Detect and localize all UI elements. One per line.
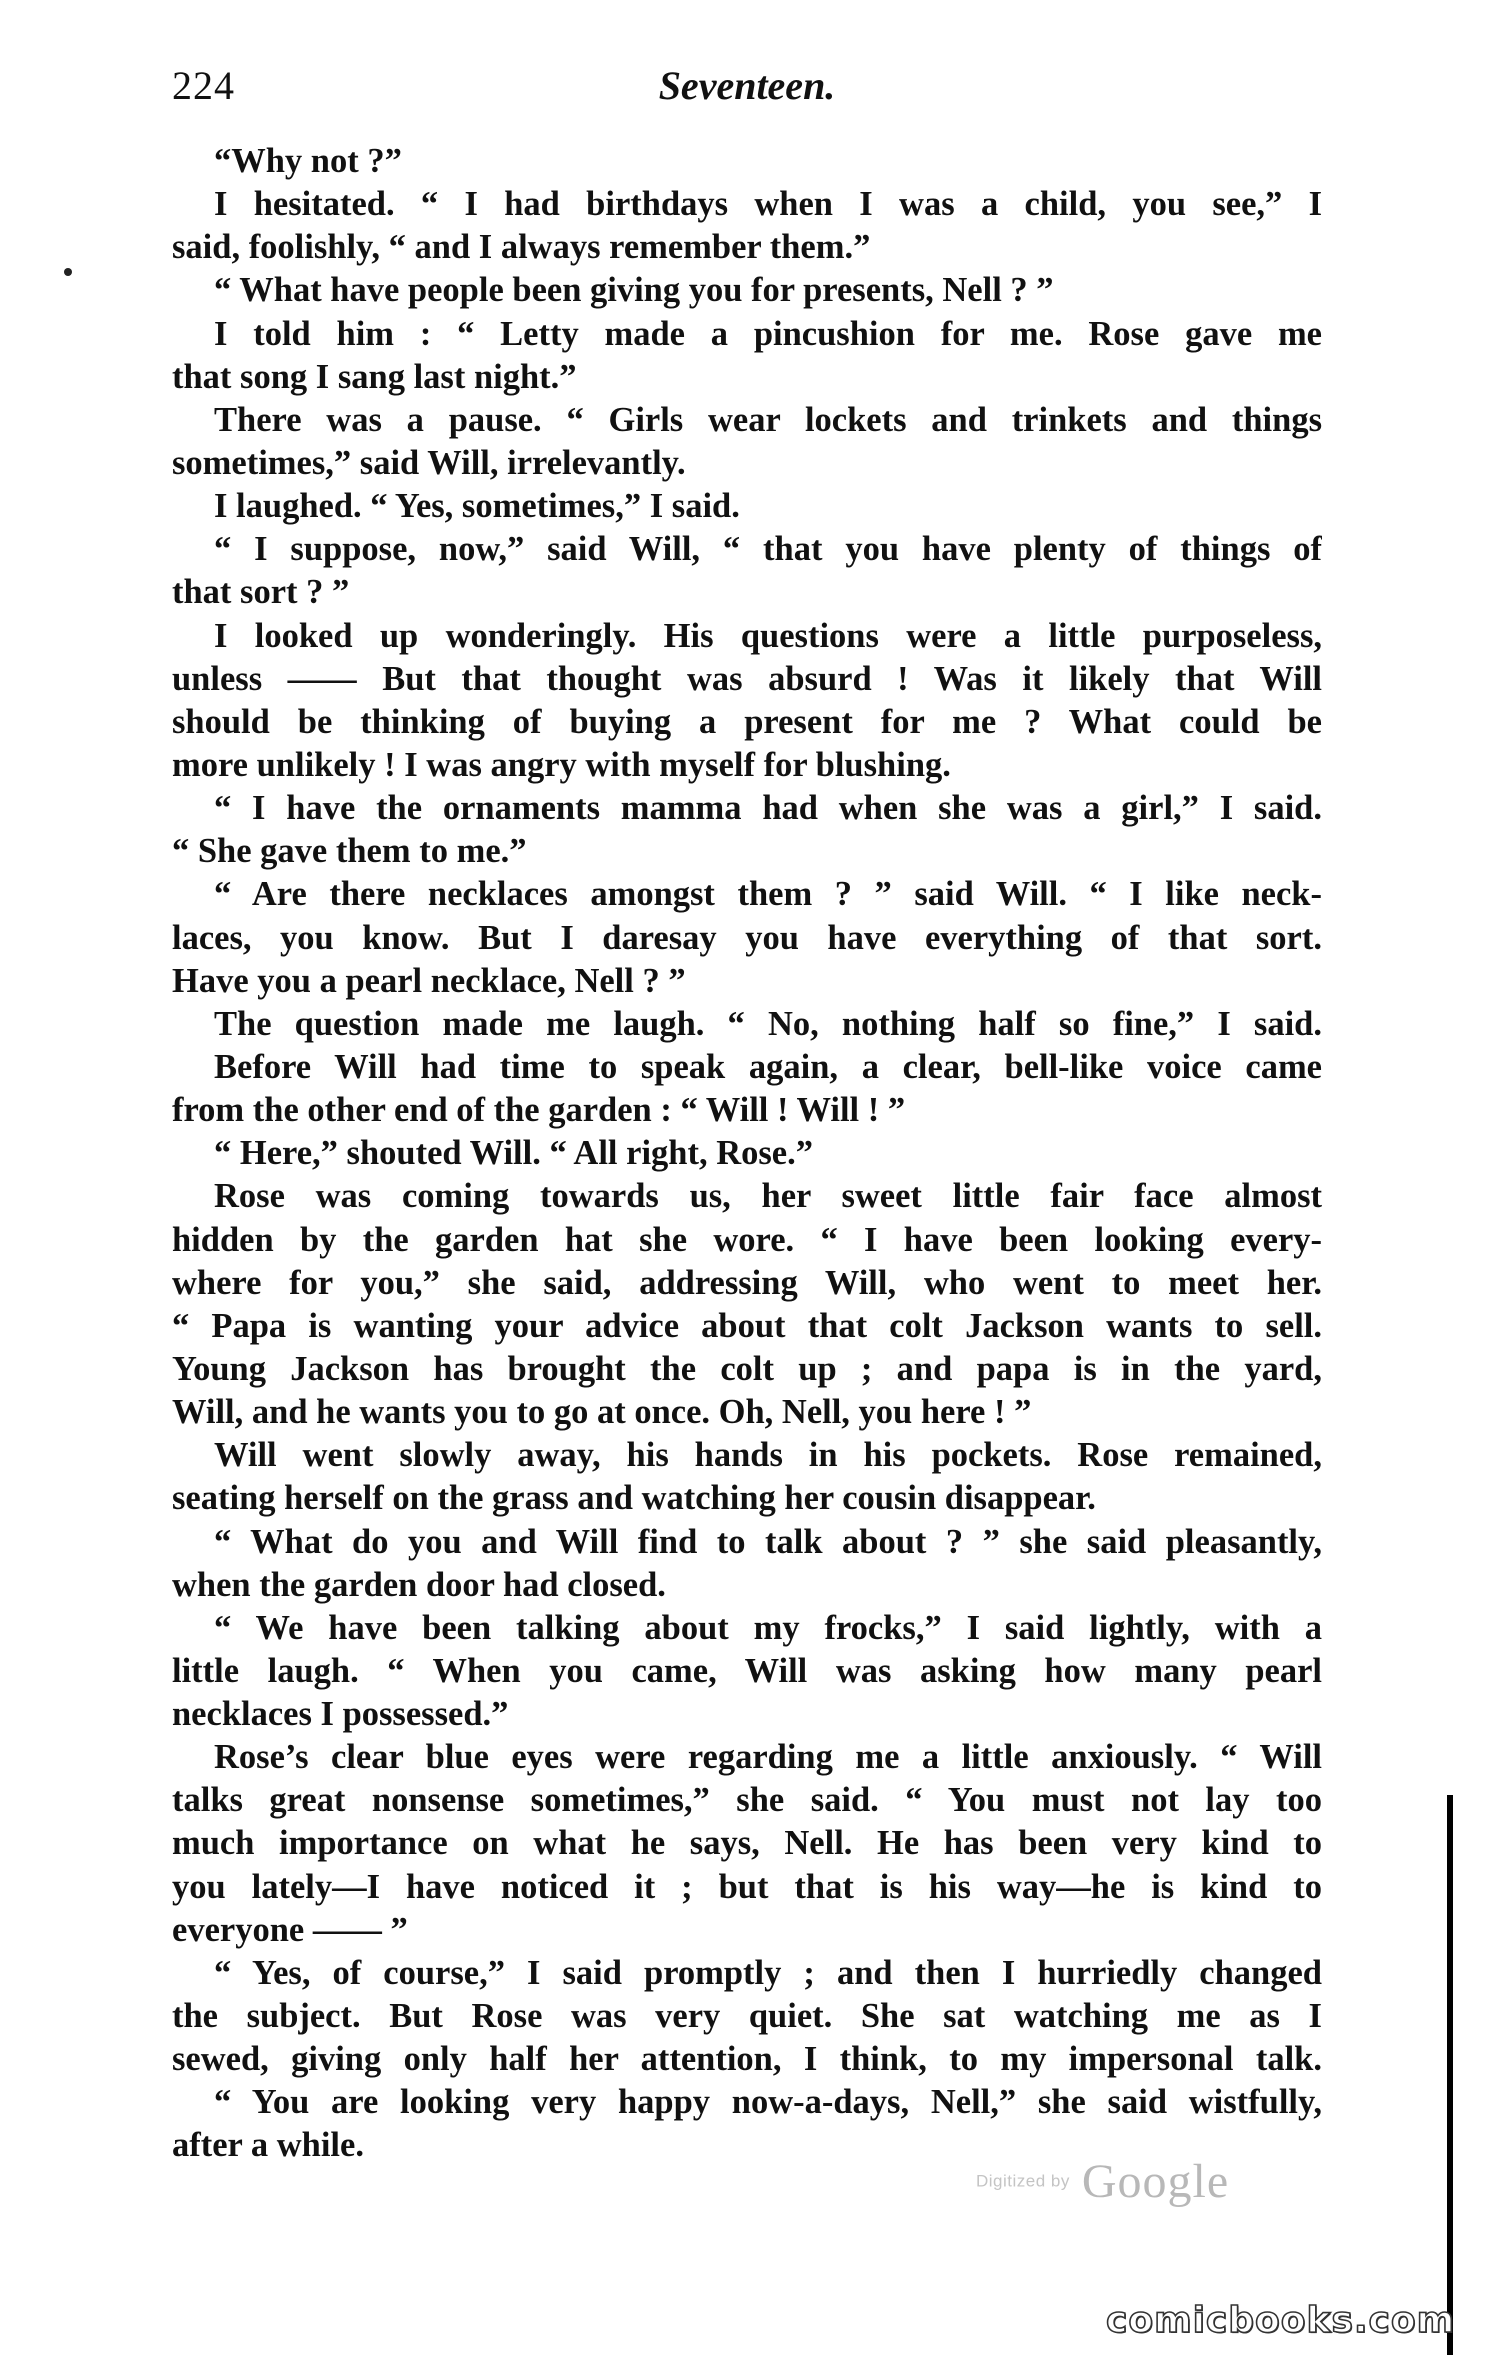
digitized-by-google-mark — [976, 2154, 1306, 2224]
text-line: hidden by the garden hat she wore. “ I have been looking every- — [172, 1220, 1322, 1259]
text-line: The question made me laugh. “ No, nothing half so fine,” I said. — [214, 1004, 1322, 1043]
text-line: said, foolishly, “ and I always remember them.” — [172, 228, 871, 267]
text-line: “ Yes, of course,” I said promptly ; and then I hurriedly changed — [214, 1953, 1322, 1992]
running-head — [172, 62, 1322, 122]
text-line: I looked up wonderingly. His questions were a little purposeless, — [214, 616, 1322, 655]
text-line: Before Will had time to speak again, a clear, bell-like voice came — [214, 1047, 1322, 1086]
text-line: much importance on what he says, Nell. He has been very kind to — [172, 1824, 1322, 1863]
text-line: when the garden door had closed. — [172, 1565, 666, 1604]
text-line: “ Are there necklaces amongst them ? ” said Will. “ I like neck- — [214, 875, 1322, 914]
page-number: 224 — [172, 63, 235, 108]
text-line: should be thinking of buying a present for me ? What could be — [172, 702, 1322, 741]
text-line: little laugh. “ When you came, Will was asking how many pearl — [172, 1651, 1322, 1690]
text-line: Rose’s clear blue eyes were regarding me a little anxiously. “ Will — [214, 1738, 1322, 1777]
text-line: I hesitated. “ I had birthdays when I was a child, you see,” I — [214, 185, 1322, 224]
google-logo: Google — [1081, 2155, 1230, 2208]
body-text — [172, 140, 1322, 2168]
text-line: “ What have people been giving you for presents, Nell ? ” — [214, 271, 1054, 310]
text-line: I told him : “ Letty made a pincushion for me. Rose gave me — [214, 314, 1322, 353]
text-line: seating herself on the grass and watching her cousin disappear. — [172, 1479, 1096, 1518]
text-line: sometimes,” said Will, irrelevantly. — [172, 443, 686, 482]
text-line: after a while. — [172, 2126, 364, 2165]
text-line: “ You are looking very happy now-a-days, Nell,” she said wistfully, — [214, 2083, 1322, 2122]
text-line: “ I have the ornaments mamma had when she was a girl,” I said. — [214, 789, 1322, 828]
text-line: talks great nonsense sometimes,” she said. “ You must not lay too — [172, 1781, 1322, 1820]
text-line: “ She gave them to me.” — [172, 832, 527, 871]
text-line: sewed, giving only half her attention, I think, to my impersonal talk. — [172, 2040, 1322, 2079]
text-line: “ We have been talking about my frocks,” I said lightly, with a — [214, 1608, 1322, 1647]
text-line: necklaces I possessed.” — [172, 1695, 509, 1734]
text-line: Will, and he wants you to go at once. Oh, Nell, you here ! ” — [172, 1393, 1032, 1432]
text-line: “ What do you and Will find to talk about ? ” she said pleasantly, — [214, 1522, 1322, 1561]
text-line: where for you,” she said, addressing Will, who went to meet her. — [172, 1263, 1322, 1302]
text-line: that sort ? ” — [172, 573, 350, 612]
text-line: There was a pause. “ Girls wear lockets and trinkets and things — [214, 400, 1322, 439]
running-title: Seventeen. — [658, 63, 836, 108]
text-line: everyone —— ” — [172, 1910, 408, 1949]
text-line: “ Papa is wanting your advice about that colt Jackson wants to sell. — [172, 1306, 1322, 1345]
text-line: Will went slowly away, his hands in his pockets. Rose remained, — [214, 1436, 1322, 1475]
stray-ink-dot — [64, 268, 72, 276]
text-line: “Why not ?” — [214, 142, 402, 180]
watermark-logo: comicbooks.com — [1106, 2300, 1456, 2341]
text-line: Have you a pearl necklace, Nell ? ” — [172, 961, 686, 1000]
text-line: the subject. But Rose was very quiet. She sat watching me as I — [172, 1997, 1322, 2036]
text-line: you lately—I have noticed it ; but that is his way—he is kind to — [172, 1867, 1322, 1906]
text-line: more unlikely ! I was angry with myself for blushing. — [172, 745, 951, 784]
text-line: Young Jackson has brought the colt up ; and papa is in the yard, — [172, 1349, 1322, 1388]
text-line: “ I suppose, now,” said Will, “ that you have plenty of things of — [214, 530, 1322, 569]
text-line: “ Here,” shouted Will. “ All right, Rose.” — [214, 1134, 813, 1173]
text-line: unless —— But that thought was absurd ! Was it likely that Will — [172, 659, 1322, 698]
scan-edge-bar — [1447, 1795, 1453, 2355]
digitized-label: Digitized by — [976, 2171, 1070, 2191]
text-line: from the other end of the garden : “ Will ! Will ! ” — [172, 1091, 906, 1130]
text-line: I laughed. “ Yes, sometimes,” I said. — [214, 487, 740, 526]
text-line: Rose was coming towards us, her sweet little fair face almost — [214, 1177, 1322, 1216]
text-line: that song I sang last night.” — [172, 357, 577, 396]
text-line: laces, you know. But I daresay you have everything of that sort. — [172, 918, 1322, 957]
